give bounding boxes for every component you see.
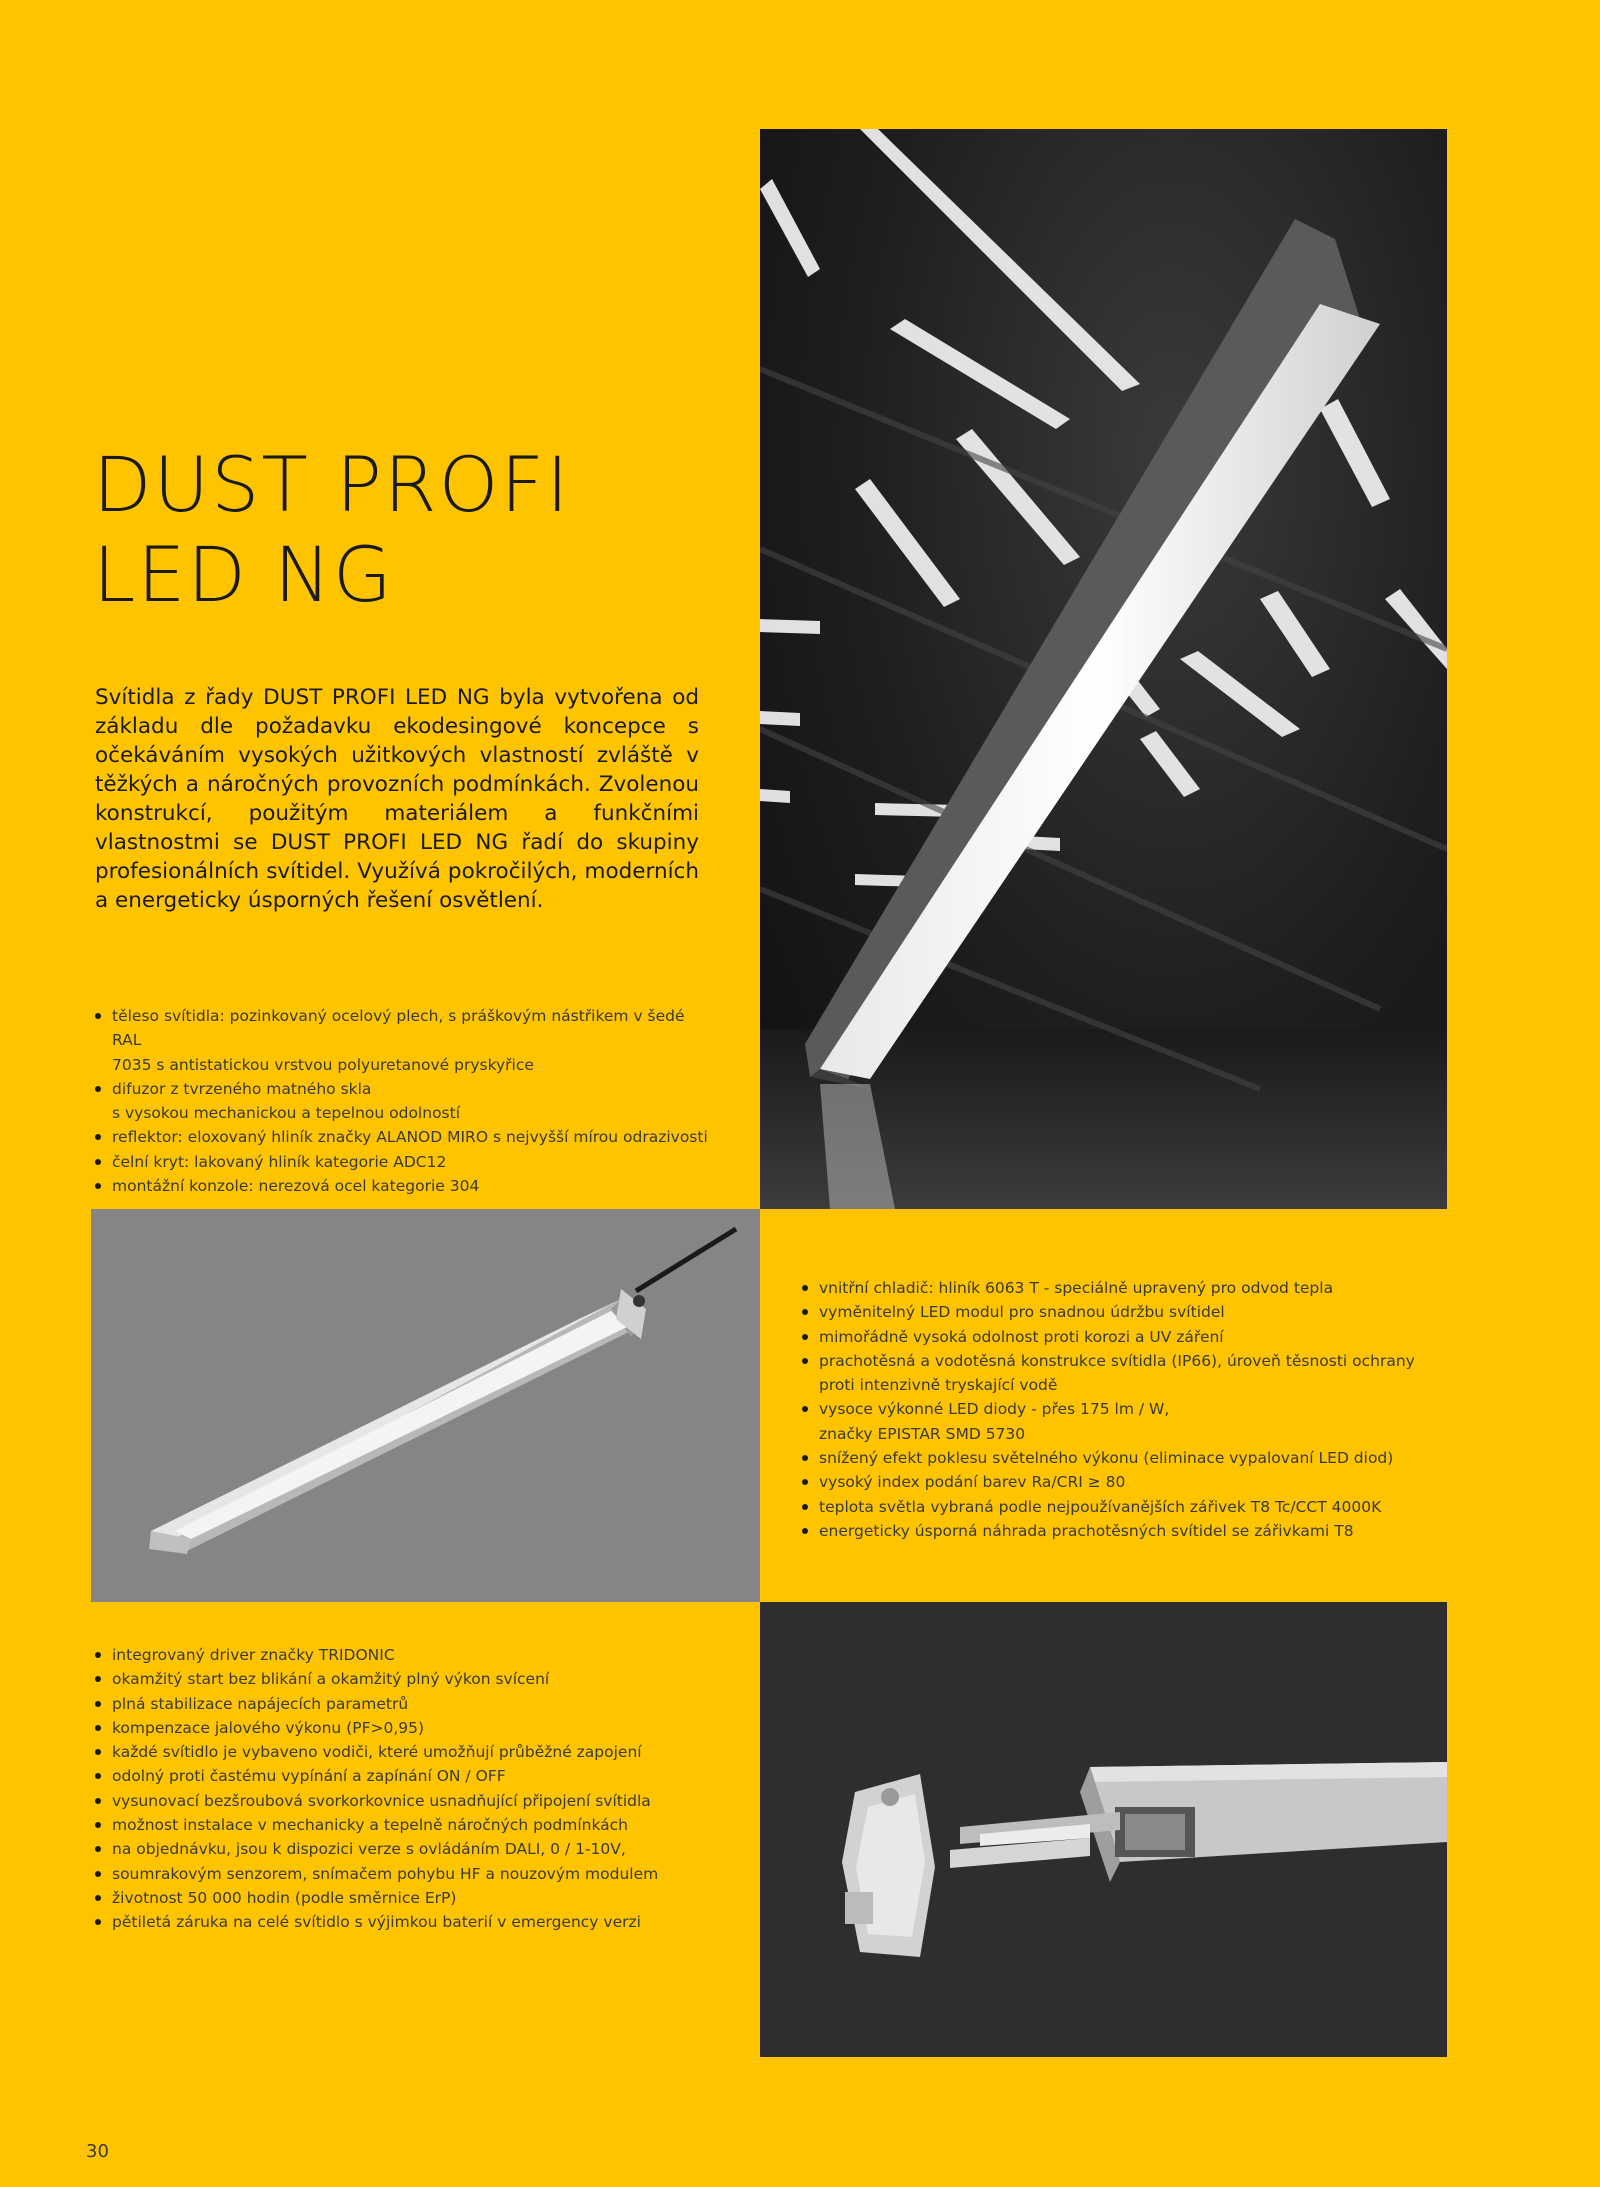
intro-line: od základu dle požadavku ekodesingové koncepce: [95, 685, 699, 739]
list-item: [94, 1174, 714, 1198]
list-item: [801, 1495, 1441, 1519]
list-item-line: čelní kryt: lakovaný hliník kategorie ADC12: [112, 1152, 447, 1171]
title-line-1: DUST PROFI: [93, 440, 571, 529]
list-item-line: 7035 s antistatickou vrstvou polyuretanové pryskyřice: [112, 1055, 534, 1074]
list-item: [94, 1740, 734, 1764]
list-item: [801, 1276, 1441, 1300]
list-item: [94, 1150, 714, 1174]
list-item: [94, 1125, 714, 1149]
list-item: [94, 1813, 734, 1837]
list-item-line: kompenzace jalového výkonu (PF>0,95): [112, 1718, 425, 1737]
list-item-line: reflektor: eloxovaný hliník značky ALANOD MIRO s nejvyšší mírou odrazivosti: [112, 1128, 708, 1147]
intro-line: Svítidla z řady DUST PROFI LED NG byla vytvořena: [95, 685, 663, 710]
list-item-line: mimořádně vysoká odolnost proti korozi a UV záření: [819, 1327, 1224, 1346]
list-item-line: energeticky úsporná náhrada prachotěsných svítidel se zářivkami T8: [819, 1521, 1354, 1540]
list-item-line: vnitřní chladič: hliník 6063 T - speciálně upravený pro odvod tepla: [819, 1279, 1334, 1297]
list-item-line: pětiletá záruka na celé svítidlo s výjimkou baterií v emergency verzi: [112, 1913, 641, 1932]
list-item-line: značky EPISTAR SMD 5730: [819, 1424, 1026, 1443]
list-item-line: životnost 50 000 hodin (podle směrnice ErP): [112, 1888, 457, 1907]
list-item-line: plná stabilizace napájecích parametrů: [112, 1694, 409, 1713]
list-item-line: montážní konzole: nerezová ocel kategorie 304: [112, 1177, 480, 1196]
list-item: [801, 1325, 1441, 1349]
list-item: [94, 1716, 734, 1740]
page-title: [93, 440, 693, 620]
product-photo: [91, 1209, 760, 1602]
list-item-line: difuzor z tvrzeného matného skla: [112, 1079, 372, 1098]
list-item: [94, 1764, 734, 1788]
list-item-line: těleso svítidla: pozinkovaný ocelový plech, s práškovým nástřikem v šedé RAL: [112, 1007, 685, 1050]
intro-paragraph: [95, 683, 699, 915]
list-item-line: vyměnitelný LED modul pro snadnou údržbu svítidel: [819, 1303, 1225, 1322]
list-item: [801, 1446, 1441, 1470]
list-item: [94, 1789, 734, 1813]
list-item-line: okamžitý start bez blikání a okamžitý plný výkon svícení: [112, 1670, 550, 1689]
list-item-line: soumrakovým senzorem, snímačem pohybu HF a nouzovým modulem: [112, 1864, 659, 1883]
list-item-line: proti intenzivně tryskající vodě: [819, 1376, 1058, 1395]
list-item-line: prachotěsná a vodotěsná konstrukce svítidla (IP66), úroveň těsnosti ochrany: [819, 1351, 1415, 1370]
list-item-line: každé svítidlo je vybaveno vodiči, které umožňují průběžné zapojení: [112, 1743, 642, 1762]
list-item: [94, 1643, 734, 1667]
list-item: [94, 1004, 714, 1077]
page-number: 30: [86, 2141, 109, 2162]
list-item-line: integrovaný driver značky TRIDONIC: [112, 1646, 395, 1664]
list-item: [94, 1667, 734, 1691]
list-item: [801, 1470, 1441, 1494]
list-item-line: na objednávku, jsou k dispozici verze s ovládáním DALI, 0 / 1-10V,: [112, 1840, 626, 1859]
list-item-line: odolný proti častému vypínání a zapínání ON / OFF: [112, 1767, 506, 1786]
list-item: [801, 1397, 1441, 1446]
list-item-line: vysoký index podání barev Ra/CRI ≥ 80: [819, 1473, 1126, 1492]
list-item: [94, 1692, 734, 1716]
list-item-line: možnost instalace v mechanicky a tepelně náročných podmínkách: [112, 1816, 629, 1835]
list-item-line: s vysokou mechanickou a tepelnou odolností: [112, 1104, 461, 1123]
list-item: [801, 1519, 1441, 1543]
title-line-2: LED NG: [93, 530, 394, 619]
intro-line: úsporných řešení osvětlení.: [247, 888, 544, 913]
list-item: [801, 1349, 1441, 1398]
detail-photo: [760, 1602, 1447, 2057]
list-item: [94, 1886, 734, 1910]
list-item: [94, 1837, 734, 1861]
technical-features-list: [801, 1276, 1441, 1543]
list-item: [801, 1300, 1441, 1324]
list-item-line: snížený efekt poklesu světelného výkonu (eliminace vypalovaní LED diod): [819, 1449, 1394, 1468]
list-item-line: vysunovací bezšroubová svorkorkovnice usnadňující připojení svítidla: [112, 1791, 651, 1810]
list-item-line: teplota světla vybraná podle nejpoužívanějších zářivek T8 Tc/CCT 4000K: [819, 1497, 1382, 1516]
material-features-list: [94, 1004, 714, 1198]
intro-line: svítidel. Využívá pokročilých, moderních a energeticky: [95, 859, 699, 913]
intro-line: v těžkých a náročných provozních podmínkách. Zvolenou: [95, 743, 699, 797]
intro-line: konstrukcí, použitým materiálem a funkčními vlastnostmi: [95, 801, 699, 855]
electrical-features-list: [94, 1643, 734, 1935]
hero-photo: [760, 129, 1447, 1209]
intro-line: se DUST PROFI LED NG řadí do skupiny profesionálních: [95, 830, 699, 884]
list-item: [94, 1077, 714, 1126]
list-item: [94, 1862, 734, 1886]
list-item: [94, 1910, 734, 1934]
list-item-line: vysoce výkonné LED diody - přes 175 lm / W,: [819, 1400, 1170, 1419]
intro-line: s očekáváním vysokých užitkových vlastností zvláště: [95, 714, 699, 768]
